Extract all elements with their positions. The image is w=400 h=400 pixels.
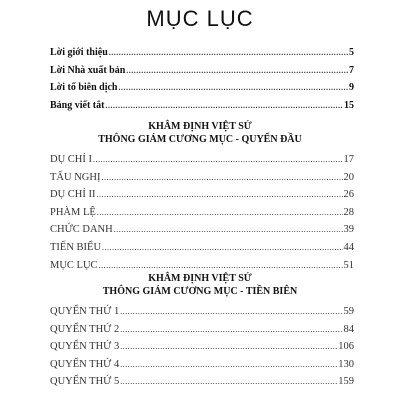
toc-entry[interactable] <box>50 338 354 356</box>
leader-dots <box>101 169 342 187</box>
toc-entry-page: 15 <box>344 99 354 111</box>
toc-entry[interactable] <box>50 97 354 115</box>
toc-entry[interactable] <box>50 186 354 204</box>
leader-dots <box>109 44 348 62</box>
section-heading-line1: KHÂM ĐỊNH VIỆT SỬ <box>148 273 252 284</box>
toc-entry[interactable] <box>50 62 354 80</box>
toc-entry-label: QUYỂN THỨ 3 <box>50 341 120 353</box>
toc-entry-label: Lời Nhà xuất bản <box>50 64 126 76</box>
toc-entry-page: 9 <box>349 82 354 94</box>
toc-entry-label: QUYỂN THỨ 1 <box>50 306 120 317</box>
leader-dots <box>120 321 342 339</box>
toc-entry-page: 159 <box>338 376 354 388</box>
toc-entry[interactable] <box>50 169 354 187</box>
toc-entry[interactable] <box>50 303 354 321</box>
toc-entry-label: TIẾN BIỂU <box>50 241 102 253</box>
leader-dots <box>105 97 343 115</box>
leader-dots <box>97 186 343 204</box>
toc-entry-label: Bảng viết tắt <box>50 99 105 111</box>
toc-entry[interactable] <box>50 239 354 257</box>
leader-dots <box>114 221 343 239</box>
leader-dots <box>120 373 337 391</box>
page-title: MỤC LỤC <box>146 6 254 31</box>
section-heading <box>0 272 400 298</box>
toc-entry[interactable] <box>50 79 354 97</box>
toc-entry-label: MỤC LỤC <box>50 259 98 271</box>
toc-entry-page: 7 <box>349 64 354 76</box>
toc-entry-page: 44 <box>343 241 354 253</box>
toc-entry-page: 84 <box>343 323 354 335</box>
toc-entry[interactable] <box>50 151 354 169</box>
toc-entry-label: QUYỂN THỨ 2 <box>50 323 120 335</box>
leader-dots <box>102 239 342 257</box>
toc-entry-label: Lời tổ biên dịch <box>50 82 118 94</box>
leader-dots <box>119 79 349 97</box>
section-heading-line2: THÔNG GIÁM CƯƠNG MỤC - QUYỂN ĐẦU <box>98 134 302 145</box>
toc-entry-page: 51 <box>343 259 354 271</box>
section-heading <box>0 120 400 146</box>
toc-entry-page: 39 <box>343 224 354 236</box>
toc-entry[interactable] <box>50 204 354 222</box>
toc-entry-page: 106 <box>338 341 354 353</box>
toc-entry-page: 20 <box>343 171 354 183</box>
section-heading-line2: THÔNG GIÁM CƯƠNG MỤC - TIỀN BIÊN <box>102 286 298 297</box>
toc-entry-label: PHÀM LỆ <box>50 206 96 218</box>
toc-entry-label: QUYỂN THỨ 5 <box>50 376 120 388</box>
toc-entry-page: 59 <box>343 306 354 317</box>
toc-entry-page: 130 <box>338 358 354 370</box>
toc-entry-page: 17 <box>343 154 354 165</box>
toc-entry-label: QUYỂN THỨ 4 <box>50 358 120 370</box>
leader-dots <box>120 356 337 374</box>
toc-entry[interactable] <box>50 321 354 339</box>
leader-dots <box>93 151 343 169</box>
section1-list <box>50 151 354 274</box>
toc-entry-label: DỤ CHỈ I <box>50 154 92 165</box>
toc-entry-label: TẤU NGHỊ <box>50 171 101 183</box>
leader-dots <box>126 62 348 80</box>
toc-entry-label: DỤ CHỈ II <box>50 189 96 201</box>
toc-entry[interactable] <box>50 356 354 374</box>
toc-entry[interactable] <box>50 221 354 239</box>
section2-list <box>50 303 354 391</box>
section-heading-line1: KHÂM ĐỊNH VIỆT SỬ <box>148 121 252 132</box>
leader-dots <box>120 303 342 321</box>
toc-entry[interactable] <box>50 44 354 62</box>
toc-entry-page: 28 <box>343 206 354 218</box>
toc-entry-label: CHỨC DANH <box>50 224 113 236</box>
toc-entry-page: 26 <box>343 189 354 201</box>
toc-entry[interactable] <box>50 373 354 391</box>
toc-entry-page: 5 <box>349 47 354 58</box>
leader-dots <box>120 338 337 356</box>
leader-dots <box>97 204 343 222</box>
toc-entry-label: Lời giới thiệu <box>50 47 108 58</box>
front-matter-list <box>50 44 354 114</box>
